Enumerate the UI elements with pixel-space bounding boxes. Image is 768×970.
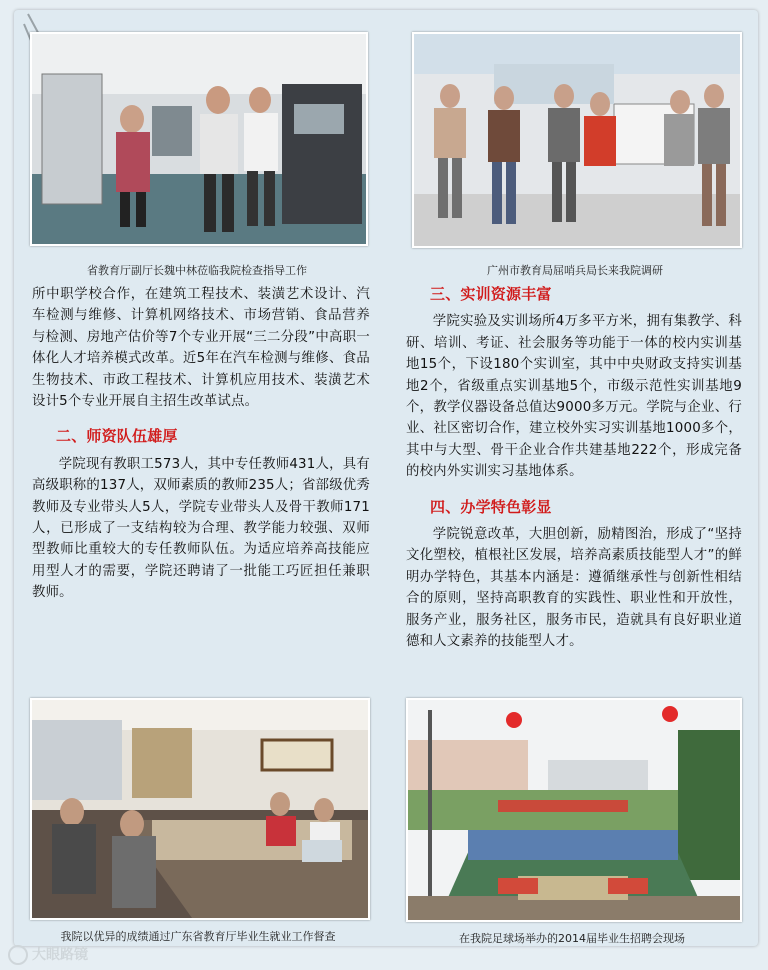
- photo-meeting-room: [30, 698, 370, 920]
- photo-caption: 在我院足球场举办的2014届毕业生招聘会现场: [459, 932, 685, 945]
- photo-inspection-visit: [30, 32, 368, 246]
- training-resources-paragraph: 学院实验及实训场所4万多平方米，拥有集教学、科研、培训、考证、社会服务等功能于一体的校内实训基地15个，下设180个实训室，其中中央财政支持实训基地2个，省级重点实训基地5个，市级示范性实训基地9个，教学仪器设备总值达9000多万元。学院与企业、行业、社区密切合作，建立校外实习实训基地1000多个，其中与大型、骨干企业合作共建基地222个，形成完备的校内外实训实习基地体系。: [406, 314, 742, 480]
- photo-caption: 我院以优异的成绩通过广东省教育厅毕业生就业工作督查: [60, 930, 336, 943]
- faculty-paragraph: 学院现有教职工573人，其中专任教师431人，具有高级职称的137人，双师素质的教师235人；省部级优秀教师及专业带头人5人，学院专业带头人及骨干教师171人，已形成了一支结构较为合理、教学能力较强、双师型教师比重较大的专任教师队伍。为适应培养高技能应用型人才的需要，学院还聘请了一批能工巧匠担任兼职教师。: [32, 456, 370, 601]
- section-heading: 四、办学特色彰显: [430, 497, 552, 516]
- photo-job-fair: [406, 698, 742, 922]
- watermark: 大眼路镜: [8, 944, 88, 965]
- school-features-paragraph: 学院锐意改革，大胆创新，励精图治，形成了“坚持文化塑校，植根社区发展，培养高素质技能型人才”的鲜明办学特色，其基本内涵是：遵循继承性与创新性相结合的原则，坚持高职教育的实践性、职业性和开放性，服务产业，服务社区，服务市民，造就具有良好职业道德和人文素养的技能型人才。: [406, 527, 742, 650]
- photo-education-bureau-visit: [412, 32, 742, 248]
- photo-caption: 广州市教育局屈哨兵局长来我院调研: [487, 264, 663, 277]
- intro-paragraph: 所中职学校合作，在建筑工程技术、装潢艺术设计、汽车检测与维修、计算机网络技术、市场营销、食品营养与检测、房地产估价等7个专业开展“三二分段”中高职一体化人才培养模式改革。近5年在汽车检测与维修、食品生物技术、市政工程技术、计算机应用技术、装潢艺术设计5个专业开展自主招生改革试点。: [32, 287, 370, 410]
- right-text-column: [406, 284, 742, 653]
- section-heading: 三、实训资源丰富: [430, 285, 552, 303]
- watermark-logo-icon: [8, 945, 28, 965]
- page-card: [14, 10, 758, 946]
- left-text-column: [32, 284, 370, 604]
- photo-caption: 省教育厅副厅长魏中林莅临我院检查指导工作: [87, 264, 307, 277]
- section-heading: 二、师资队伍雄厚: [56, 427, 178, 446]
